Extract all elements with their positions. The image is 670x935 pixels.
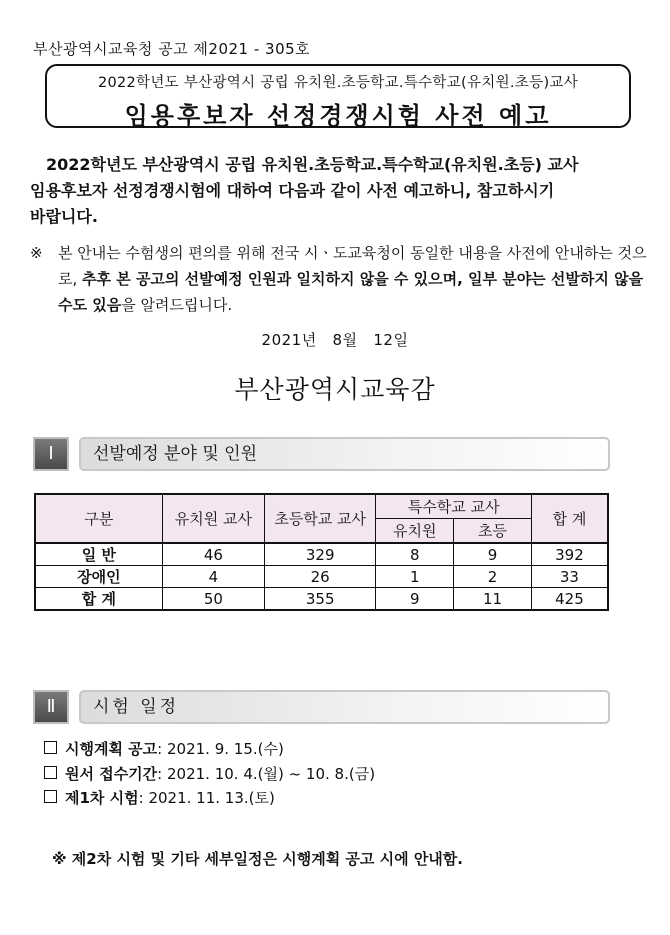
list-item (44, 737, 375, 762)
cell: 355 (265, 588, 376, 611)
schedule-value: : 2021. 11. 13.(토) (138, 789, 275, 807)
cell: 26 (265, 566, 376, 588)
title-subtitle: 2022학년도 부산광역시 공립 유치원.초등학교.특수학교(유치원.초등)교사 (97, 75, 579, 91)
intro-line: 바랍니다. (30, 207, 98, 226)
th-special-kindergarten: 유치원 (376, 519, 454, 544)
checkbox-icon (44, 741, 57, 754)
list-item (44, 762, 375, 787)
row-label: 장애인 (35, 566, 162, 588)
cell: 46 (162, 543, 264, 566)
schedule-list (44, 737, 375, 811)
page-title: 임용후보자 선정경쟁시험 사전 예고 (124, 102, 552, 130)
notice-number: 부산광역시교육청 공고 제2021 - 305호 (33, 40, 311, 58)
intro-line: 임용후보자 선정경쟁시험에 대하여 다음과 같이 사전 예고하니, 참고하시기 (30, 181, 555, 200)
th-category: 구분 (35, 494, 162, 543)
schedule-label: 시행계획 공고 (65, 740, 158, 758)
th-special-elementary: 초등 (454, 519, 532, 544)
table-row (35, 588, 608, 611)
cell: 9 (376, 588, 454, 611)
cell: 392 (531, 543, 608, 566)
th-elementary: 초등학교 교사 (265, 494, 376, 543)
organization-name: 부산광역시교육감 (234, 375, 436, 404)
row-label: 합 계 (35, 588, 162, 611)
table-row (35, 543, 608, 566)
th-special: 특수학교 교사 (376, 494, 532, 519)
cell: 4 (162, 566, 264, 588)
table-row (35, 566, 608, 588)
section1-title: 선발예정 분야 및 인원 (79, 437, 610, 471)
schedule-value: : 2021. 9. 15.(수) (157, 740, 284, 758)
row-label: 일 반 (35, 543, 162, 566)
section2-title: 시험 일정 (79, 690, 610, 724)
checkbox-icon (44, 766, 57, 779)
note-text-end: 을 알려드립니다. (121, 296, 233, 314)
cell: 2 (454, 566, 532, 588)
cell: 33 (531, 566, 608, 588)
cell: 425 (531, 588, 608, 611)
schedule-value: : 2021. 10. 4.(월) ~ 10. 8.(금) (157, 764, 376, 783)
cell: 11 (454, 588, 532, 611)
note-mark: ※ (30, 244, 43, 262)
note-text: 본 안내는 수험생의 편의를 위해 전국 시ㆍ도교육청이 동일한 내용을 사전에 안내하는 것으로, (58, 244, 647, 288)
schedule-label: 원서 접수기간 (65, 764, 158, 783)
section2-number: Ⅱ (33, 690, 69, 724)
list-item (44, 786, 375, 811)
cell: 1 (376, 566, 454, 588)
cell: 50 (162, 588, 264, 611)
section1-header (33, 437, 610, 471)
th-total: 합 계 (531, 494, 608, 543)
th-kindergarten: 유치원 교사 (162, 494, 264, 543)
title-box (45, 64, 631, 128)
cell: 8 (376, 543, 454, 566)
intro-paragraph (30, 152, 642, 230)
recruitment-table (34, 493, 609, 611)
section2-header (33, 690, 610, 724)
cell: 9 (454, 543, 532, 566)
notice-note (30, 240, 650, 318)
announcement-date: 2021년 8월 12일 (261, 331, 409, 349)
section1-number: Ⅰ (33, 437, 69, 471)
intro-line: 2022학년도 부산광역시 공립 유치원.초등학교.특수학교(유치원.초등) 교사 (46, 155, 579, 174)
schedule-footnote: ※ 제2차 시험 및 기타 세부일정은 시행계획 공고 시에 안내함. (52, 850, 463, 868)
schedule-label: 제1차 시험 (65, 789, 139, 807)
checkbox-icon (44, 790, 57, 803)
cell: 329 (265, 543, 376, 566)
note-emphasis: 추후 본 공고의 선발예정 인원과 일치하지 않을 수 있으며, 일부 분야는 선발하지 않을 수도 있음 (58, 270, 644, 314)
